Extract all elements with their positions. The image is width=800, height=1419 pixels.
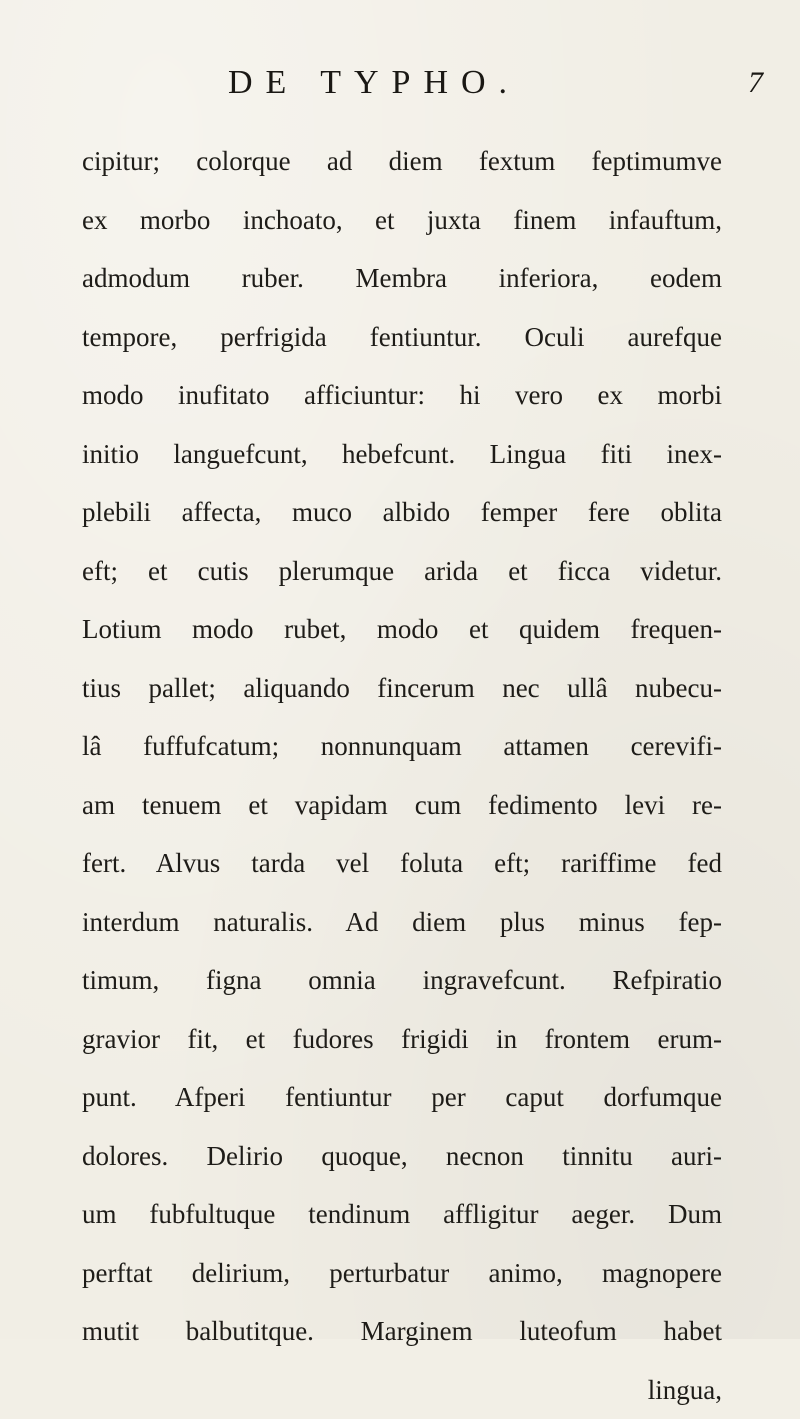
- body-text: [82, 132, 722, 1419]
- text-line: plebili affecta, muco albido femper fere oblita: [82, 483, 722, 542]
- catchword: lingua,: [82, 1361, 722, 1419]
- text-line: tius pallet; aliquando fincerum nec ullâ nubecu-: [82, 659, 722, 718]
- text-line: gravior fit, et fudores frigidi in frontem erum-: [82, 1010, 722, 1069]
- running-title: DE TYPHO.: [228, 64, 520, 102]
- text-line: ex morbo inchoato, et juxta finem infauftum,: [82, 191, 722, 250]
- text-line: perftat delirium, perturbatur animo, magnopere: [82, 1244, 722, 1303]
- text-line: dolores. Delirio quoque, necnon tinnitu auri-: [82, 1127, 722, 1186]
- text-line: Lotium modo rubet, modo et quidem frequen-: [82, 600, 722, 659]
- text-line: mutit balbutitque. Marginem luteofum habet: [82, 1302, 722, 1361]
- text-line: admodum ruber. Membra inferiora, eodem: [82, 249, 722, 308]
- text-line: fert. Alvus tarda vel foluta eft; rariffime fed: [82, 834, 722, 893]
- text-line: cipitur; colorque ad diem fextum feptimumve: [82, 132, 722, 191]
- text-line: lâ fuffufcatum; nonnunquam attamen cerevifi-: [82, 717, 722, 776]
- text-line: punt. Afperi fentiuntur per caput dorfumque: [82, 1068, 722, 1127]
- text-line: interdum naturalis. Ad diem plus minus fep-: [82, 893, 722, 952]
- text-line: eft; et cutis plerumque arida et ficca videtur.: [82, 542, 722, 601]
- text-line: am tenuem et vapidam cum fedimento levi re-: [82, 776, 722, 835]
- page-number: 7: [748, 66, 763, 100]
- text-line: initio languefcunt, hebefcunt. Lingua fiti inex-: [82, 425, 722, 484]
- text-line: tempore, perfrigida fentiuntur. Oculi aurefque: [82, 308, 722, 367]
- text-line: timum, figna omnia ingravefcunt. Refpiratio: [82, 951, 722, 1010]
- text-line: um fubfultuque tendinum affligitur aeger. Dum: [82, 1185, 722, 1244]
- text-line: modo inufitato afficiuntur: hi vero ex morbi: [82, 366, 722, 425]
